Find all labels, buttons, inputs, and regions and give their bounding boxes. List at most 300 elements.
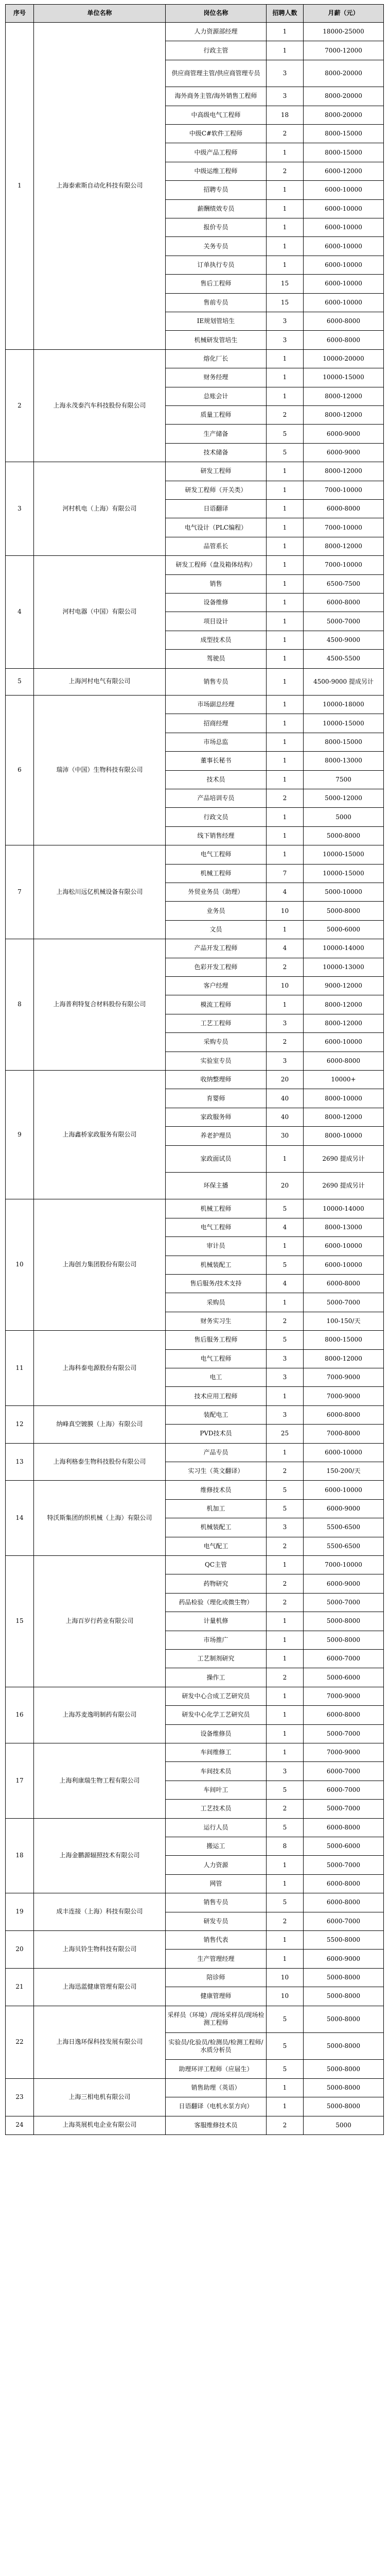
job-salary: 8000-15000 (304, 143, 384, 162)
job-position: 操作工 (166, 1668, 267, 1687)
job-salary: 6000-10000 (304, 1444, 384, 1462)
job-position: 电气设计（PLC编程） (166, 518, 267, 537)
job-position: 研发工程师（开关类） (166, 481, 267, 500)
job-position: 日语翻译（电机水泵方向） (166, 2097, 267, 2116)
job-position: 薪酬绩效专员 (166, 200, 267, 218)
company-name: 上海英展机电企业有限公司 (34, 2116, 166, 2135)
job-position: 助理环评工程师（应届生） (166, 2060, 267, 2078)
job-count: 1 (267, 1743, 304, 1762)
job-salary: 10000-20000 (304, 350, 384, 368)
job-position: PVD技术员 (166, 1425, 267, 1443)
company-group (5, 23, 384, 350)
job-count: 5 (267, 1256, 304, 1275)
company-name: 上海鑫桥家政服务有限公司 (34, 1071, 166, 1199)
company-group (5, 1481, 384, 1556)
job-salary: 8000-20000 (304, 60, 384, 87)
job-salary: 5000-10000 (304, 883, 384, 902)
job-position: 技术应用工程师 (166, 1387, 267, 1405)
job-count: 1 (267, 1950, 304, 1968)
job-count: 2 (267, 1574, 304, 1593)
company-group (5, 556, 384, 668)
job-salary: 6000-9000 (304, 1574, 384, 1593)
job-count: 1 (267, 1931, 304, 1950)
job-position: 产品专员 (166, 1444, 267, 1462)
company-seq: 19 (5, 1893, 34, 1931)
job-position: 设备维修员 (166, 1725, 267, 1743)
job-salary: 6000-8000 (304, 1275, 384, 1293)
job-count: 1 (267, 631, 304, 650)
company-seq: 24 (5, 2116, 34, 2135)
job-salary: 5000-8000 (304, 2006, 384, 2033)
job-count: 1 (267, 1293, 304, 1312)
job-count: 1 (267, 218, 304, 237)
job-position: 订单执行专员 (166, 256, 267, 275)
job-count: 1 (267, 518, 304, 537)
company-name: 上海金鹏源辐照技术有限公司 (34, 1819, 166, 1894)
job-salary: 6000-8000 (304, 331, 384, 349)
job-salary: 5000-8000 (304, 902, 384, 920)
job-salary: 10000-15000 (304, 714, 384, 733)
job-position: 生产储备 (166, 425, 267, 443)
job-count: 1 (267, 696, 304, 714)
job-count: 5 (267, 1331, 304, 1349)
company-group (5, 1331, 384, 1406)
job-position: 文员 (166, 921, 267, 939)
job-salary: 10000-15000 (304, 368, 384, 387)
job-position: 机械装配工 (166, 1518, 267, 1537)
company-seq: 17 (5, 1743, 34, 1819)
job-salary: 6000-10000 (304, 237, 384, 256)
job-position: 电工 (166, 1368, 267, 1387)
job-count: 10 (267, 1987, 304, 2006)
job-count: 2 (267, 1462, 304, 1481)
job-position: 中级运维工程师 (166, 162, 267, 181)
header-position: 岗位名称 (166, 4, 267, 23)
job-position: 研发工程师 (166, 462, 267, 481)
company-name: 上海河村电气有限公司 (34, 669, 166, 696)
job-position: 陪诊师 (166, 1969, 267, 1987)
job-position: 技术员 (166, 771, 267, 789)
job-position: 日语翻译 (166, 500, 267, 518)
company-group (5, 2116, 384, 2135)
job-count: 1 (267, 1856, 304, 1874)
company-name: 上海泰索斯自动化科技有限公司 (34, 23, 166, 350)
company-seq: 10 (5, 1199, 34, 1331)
company-group (5, 939, 384, 1071)
job-salary: 5000-12000 (304, 789, 384, 808)
company-group (5, 1687, 384, 1743)
job-count: 2 (267, 1537, 304, 1556)
job-count: 40 (267, 1108, 304, 1127)
job-count: 5 (267, 1481, 304, 1499)
job-position: 研发专员 (166, 1912, 267, 1931)
company-name: 上海迅蓝健康管理有限公司 (34, 1969, 166, 2006)
job-salary: 5000-6000 (304, 1668, 384, 1687)
job-salary: 8000-13000 (304, 1218, 384, 1237)
company-seq: 5 (5, 669, 34, 696)
job-count: 3 (267, 1368, 304, 1387)
company-group (5, 2079, 384, 2116)
job-salary: 5000-7000 (304, 612, 384, 631)
company-seq: 1 (5, 23, 34, 350)
job-count: 7 (267, 865, 304, 883)
header-seq: 序号 (5, 4, 34, 23)
company-group (5, 1931, 384, 1969)
job-count: 1 (267, 1725, 304, 1743)
company-group (5, 1071, 384, 1199)
job-count: 1 (267, 771, 304, 789)
job-position: 实习生（英文翻译） (166, 1462, 267, 1481)
job-salary: 10000-15000 (304, 865, 384, 883)
job-position: 色彩开发工程师 (166, 958, 267, 977)
job-salary: 9000-12000 (304, 977, 384, 995)
job-position: 车间维修工 (166, 1743, 267, 1762)
company-name: 河村电器（中国）有限公司 (34, 556, 166, 668)
job-position: 研发中心合成工艺研究员 (166, 1687, 267, 1706)
job-count: 5 (267, 1819, 304, 1837)
job-count: 1 (267, 1237, 304, 1256)
company-seq: 11 (5, 1331, 34, 1406)
job-count: 3 (267, 1014, 304, 1033)
job-position: 财务经理 (166, 368, 267, 387)
job-salary: 2690 提成另计 (304, 1173, 384, 1199)
company-group (5, 1556, 384, 1687)
company-group (5, 1969, 384, 2006)
company-name: 特沃斯集团的织机械（上海）有限公司 (34, 1481, 166, 1556)
job-position: 销售专员 (166, 669, 267, 696)
job-salary: 18000-25000 (304, 23, 384, 41)
job-salary: 8000-13000 (304, 752, 384, 770)
job-position: 中级产品工程师 (166, 143, 267, 162)
job-salary: 5000-8000 (304, 2033, 384, 2060)
job-position: 采购员 (166, 1293, 267, 1312)
job-position: 驾驶员 (166, 650, 267, 668)
job-salary: 4500-5500 (304, 650, 384, 668)
job-position: 设备维修 (166, 594, 267, 612)
job-salary: 6000-9000 (304, 1500, 384, 1518)
job-count: 1 (267, 481, 304, 500)
job-position: 销售 (166, 575, 267, 594)
job-salary: 10000-15000 (304, 845, 384, 864)
job-salary: 5000-8000 (304, 1969, 384, 1987)
job-position: 运行人员 (166, 1819, 267, 1837)
job-count: 1 (267, 650, 304, 668)
job-count: 1 (267, 237, 304, 256)
job-salary: 6000-8000 (304, 594, 384, 612)
job-salary: 7000-8000 (304, 1425, 384, 1443)
job-count: 1 (267, 752, 304, 770)
company-name: 上海三相电机有限公司 (34, 2079, 166, 2116)
job-position: 机加工 (166, 1500, 267, 1518)
job-position: 报价专员 (166, 218, 267, 237)
company-seq: 14 (5, 1481, 34, 1556)
job-count: 20 (267, 1173, 304, 1199)
job-salary: 8000-10000 (304, 1089, 384, 1108)
job-position: 售后服务工程师 (166, 1331, 267, 1349)
job-count: 5 (267, 2033, 304, 2060)
job-count: 1 (267, 387, 304, 406)
job-position: 售后工程师 (166, 275, 267, 293)
job-count: 2 (267, 2116, 304, 2135)
company-group (5, 350, 384, 462)
job-count: 4 (267, 1275, 304, 1293)
job-salary: 10000-14000 (304, 939, 384, 958)
job-salary: 5000 (304, 808, 384, 826)
job-count: 2 (267, 1594, 304, 1612)
job-salary: 5000-8000 (304, 827, 384, 845)
company-group (5, 2006, 384, 2079)
job-position: 人力资源部经理 (166, 23, 267, 41)
job-position: 行政主管 (166, 41, 267, 60)
job-count: 1 (267, 733, 304, 752)
company-group (5, 1444, 384, 1481)
job-count: 1 (267, 556, 304, 574)
job-count: 1 (267, 500, 304, 518)
job-salary: 7500 (304, 771, 384, 789)
job-position: 供应商管理主管/供应商管理专员 (166, 60, 267, 87)
job-count: 1 (267, 1687, 304, 1706)
job-count: 3 (267, 1406, 304, 1425)
job-position: 中级C#软件工程师 (166, 125, 267, 143)
job-salary: 8000-15000 (304, 125, 384, 143)
job-salary: 150-200/天 (304, 1462, 384, 1481)
job-position: 技术储备 (166, 444, 267, 462)
job-salary: 6000-7000 (304, 1762, 384, 1781)
company-seq: 20 (5, 1931, 34, 1969)
header-count: 招聘人数 (267, 4, 304, 23)
job-count: 5 (267, 2006, 304, 2033)
job-position: 药品检验（理化或微生物） (166, 1594, 267, 1612)
job-position: 售后服务/技术支持 (166, 1275, 267, 1293)
job-position: 董事长秘书 (166, 752, 267, 770)
job-position: 实验员/化验员/检测员/检测工程师/水质分析员 (166, 2033, 267, 2060)
company-name: 成丰连接（上海）科技有限公司 (34, 1893, 166, 1931)
job-count: 10 (267, 902, 304, 920)
job-salary: 7000-9000 (304, 1743, 384, 1762)
job-count: 1 (267, 594, 304, 612)
job-count: 3 (267, 1518, 304, 1537)
job-count: 5 (267, 425, 304, 443)
job-position: 成型技术员 (166, 631, 267, 650)
job-salary: 7000-10000 (304, 518, 384, 537)
company-seq: 9 (5, 1071, 34, 1199)
job-count: 1 (267, 714, 304, 733)
company-name: 纳峰真空镀膜（上海）有限公司 (34, 1406, 166, 1444)
job-salary: 8000-12000 (304, 1350, 384, 1368)
job-count: 1 (267, 827, 304, 845)
job-salary: 6000-9000 (304, 1950, 384, 1968)
job-count: 1 (267, 41, 304, 60)
job-position: 项目设计 (166, 612, 267, 631)
job-salary: 7000-10000 (304, 1556, 384, 1574)
job-position: 招聘专员 (166, 181, 267, 199)
job-count: 2 (267, 1912, 304, 1931)
job-position: 维修技术员 (166, 1481, 267, 1499)
job-position: 市场副总经理 (166, 696, 267, 714)
company-name: 上海利康瑞生物工程有限公司 (34, 1743, 166, 1819)
job-salary: 5000 (304, 2116, 384, 2135)
job-salary: 5500-6500 (304, 1537, 384, 1556)
job-salary: 5000-7000 (304, 1594, 384, 1612)
job-position: 药物研究 (166, 1574, 267, 1593)
job-count: 5 (267, 1781, 304, 1800)
job-count: 2 (267, 789, 304, 808)
job-position: 销售专员 (166, 1893, 267, 1912)
job-position: 健康管理师 (166, 1987, 267, 2006)
job-position: 审计员 (166, 1237, 267, 1256)
company-seq: 23 (5, 2079, 34, 2116)
job-position: 网管 (166, 1875, 267, 1893)
job-salary: 6000-7000 (304, 1781, 384, 1800)
company-group (5, 696, 384, 845)
job-salary: 7000-10000 (304, 556, 384, 574)
job-count: 1 (267, 368, 304, 387)
job-salary: 6000-9000 (304, 425, 384, 443)
job-salary: 5000-8000 (304, 1987, 384, 2006)
job-position: 研发工程师（盘及箱体结构） (166, 556, 267, 574)
job-position: 工艺工程师 (166, 1014, 267, 1033)
job-count: 2 (267, 958, 304, 977)
job-salary: 7000-9000 (304, 1368, 384, 1387)
job-count: 5 (267, 1893, 304, 1912)
table-header (5, 4, 384, 23)
job-count: 2 (267, 406, 304, 425)
job-salary: 6000-8000 (304, 500, 384, 518)
job-position: 业务员 (166, 902, 267, 920)
job-salary: 6000-10000 (304, 181, 384, 199)
job-position: 电气配工 (166, 1537, 267, 1556)
job-position: 养老护理员 (166, 1127, 267, 1145)
company-seq: 15 (5, 1556, 34, 1687)
job-position: 线下销售经理 (166, 827, 267, 845)
job-position: 生产管理经理 (166, 1950, 267, 1968)
job-count: 25 (267, 1425, 304, 1443)
job-count: 1 (267, 1556, 304, 1574)
job-salary: 2690 提成另计 (304, 1146, 384, 1173)
job-count: 10 (267, 977, 304, 995)
job-salary: 8000-20000 (304, 106, 384, 125)
job-salary: 5500-8000 (304, 1931, 384, 1950)
job-position: 育婴师 (166, 1089, 267, 1108)
job-salary: 8000-20000 (304, 87, 384, 106)
job-salary: 6500-7500 (304, 575, 384, 594)
company-seq: 2 (5, 350, 34, 462)
job-position: 研发中心化学工艺研究员 (166, 1706, 267, 1724)
job-count: 1 (267, 1444, 304, 1462)
job-count: 1 (267, 575, 304, 594)
company-name: 上海百岁行药业有限公司 (34, 1556, 166, 1687)
job-count: 1 (267, 612, 304, 631)
job-position: 车间技术员 (166, 1762, 267, 1781)
job-count: 2 (267, 1312, 304, 1331)
company-seq: 12 (5, 1406, 34, 1444)
job-position: 客户经理 (166, 977, 267, 995)
job-salary: 7000-12000 (304, 41, 384, 60)
job-salary: 8000-15000 (304, 1331, 384, 1349)
job-count: 1 (267, 350, 304, 368)
job-count: 30 (267, 1127, 304, 1145)
company-seq: 18 (5, 1819, 34, 1894)
job-salary: 6000-7000 (304, 1650, 384, 1668)
job-salary: 8000-12000 (304, 1014, 384, 1033)
company-name: 上海永茂泰汽车科技股份有限公司 (34, 350, 166, 462)
job-count: 4 (267, 1218, 304, 1237)
job-position: 关务专员 (166, 237, 267, 256)
company-seq: 13 (5, 1444, 34, 1481)
job-count: 1 (267, 1612, 304, 1631)
job-position: 实验室专员 (166, 1052, 267, 1071)
job-count: 15 (267, 294, 304, 312)
job-salary: 6000-8000 (304, 312, 384, 331)
job-count: 1 (267, 1706, 304, 1724)
job-count: 1 (267, 256, 304, 275)
job-salary: 6000-12000 (304, 162, 384, 181)
job-count: 1 (267, 669, 304, 696)
company-group (5, 1199, 384, 1331)
job-position: 电气工程师 (166, 845, 267, 864)
job-position: 家政面试员 (166, 1146, 267, 1173)
job-salary: 10000-18000 (304, 696, 384, 714)
company-name: 上海日逸环保科技发展有限公司 (34, 2006, 166, 2079)
job-count: 2 (267, 125, 304, 143)
job-salary: 8000-15000 (304, 733, 384, 752)
job-count: 1 (267, 808, 304, 826)
job-salary: 5000-8000 (304, 2060, 384, 2078)
job-position: 电气工程师 (166, 1350, 267, 1368)
job-salary: 6000-10000 (304, 1237, 384, 1256)
job-salary: 6000-8000 (304, 1819, 384, 1837)
job-salary: 8000-12000 (304, 406, 384, 425)
job-count: 20 (267, 1071, 304, 1089)
company-group (5, 1743, 384, 1819)
job-salary: 7000-9000 (304, 1387, 384, 1405)
job-position: 人力资源 (166, 1856, 267, 1874)
job-count: 2 (267, 1033, 304, 1052)
job-count: 18 (267, 106, 304, 125)
job-position: 质量工程师 (166, 406, 267, 425)
company-seq: 16 (5, 1687, 34, 1743)
company-seq: 22 (5, 2006, 34, 2079)
job-salary: 4500-9000 (304, 631, 384, 650)
company-group (5, 845, 384, 939)
job-count: 8 (267, 1837, 304, 1856)
job-salary: 6000-8000 (304, 1406, 384, 1425)
job-position: 收纳整理师 (166, 1071, 267, 1089)
job-count: 1 (267, 462, 304, 481)
job-salary: 7000-9000 (304, 1687, 384, 1706)
job-count: 1 (267, 1631, 304, 1650)
job-position: 外贸业务员（助理） (166, 883, 267, 902)
job-position: QC主管 (166, 1556, 267, 1574)
job-salary: 8000-12000 (304, 995, 384, 1014)
job-count: 1 (267, 200, 304, 218)
company-name: 瑞沛（中国）生物科技有限公司 (34, 696, 166, 845)
job-position: 搬运工 (166, 1837, 267, 1856)
job-salary: 5500-6500 (304, 1518, 384, 1537)
job-salary: 6000-7000 (304, 1912, 384, 1931)
company-seq: 21 (5, 1969, 34, 2006)
job-salary: 6000-9000 (304, 444, 384, 462)
job-salary: 6000-8000 (304, 1052, 384, 1071)
job-position: 电气工程师 (166, 1218, 267, 1237)
job-position: 市场推广 (166, 1631, 267, 1650)
job-position: 机械研发管培生 (166, 331, 267, 349)
company-name: 上海贝铃生物科技有限公司 (34, 1931, 166, 1969)
job-count: 1 (267, 23, 304, 41)
job-salary: 8000-12000 (304, 537, 384, 556)
job-position: 工艺技术员 (166, 1800, 267, 1818)
job-count: 1 (267, 2097, 304, 2116)
